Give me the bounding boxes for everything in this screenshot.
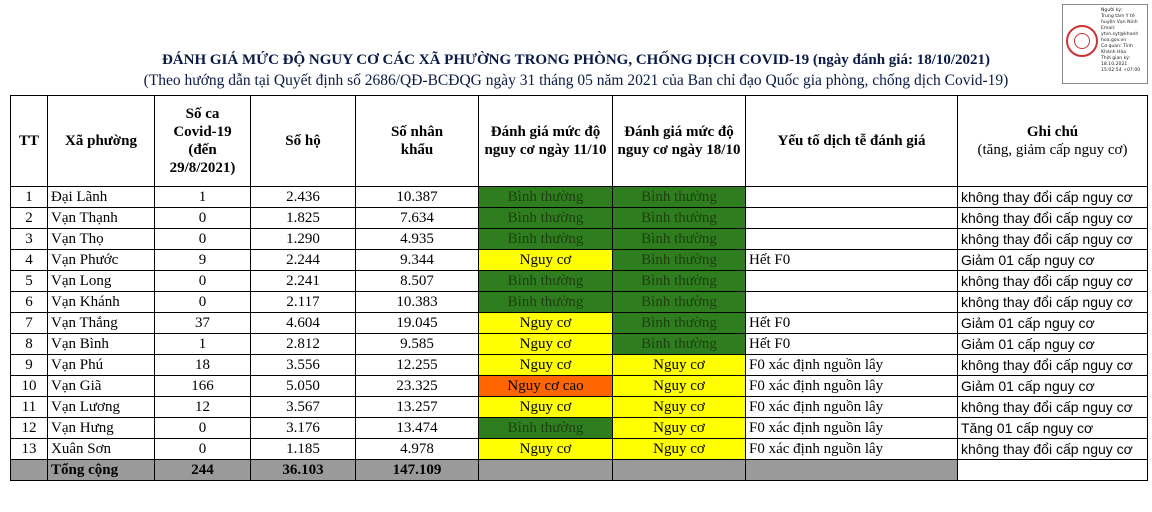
cell-risk-1810: Bình thường (613, 271, 746, 292)
cell-risk-1810: Bình thường (613, 187, 746, 208)
table-row (11, 418, 1148, 439)
cell-tt: 12 (11, 418, 48, 439)
cell-risk-1110: Nguy cơ (479, 355, 613, 376)
cell-tt: 7 (11, 313, 48, 334)
cell-households: 1.185 (251, 439, 356, 460)
cell-risk-1110: Nguy cơ (479, 397, 613, 418)
cell-factors (746, 271, 958, 292)
cell-tt: 6 (11, 292, 48, 313)
cell-note: Giảm 01 cấp nguy cơ (958, 334, 1148, 355)
cell-note: Giảm 01 cấp nguy cơ (958, 376, 1148, 397)
signature-line: Khánh Hòa (1101, 50, 1127, 55)
cell-risk-1110: Nguy cơ (479, 313, 613, 334)
cell-cases: 37 (155, 313, 251, 334)
cell-cases: 9 (155, 250, 251, 271)
cell-cases: 18 (155, 355, 251, 376)
cell-tt: 3 (11, 229, 48, 250)
cell-factors: Hết F0 (746, 334, 958, 355)
signature-line: hoa.gov.vn (1101, 38, 1127, 43)
cell-cases: 0 (155, 439, 251, 460)
cell-ward: Xuân Sơn (48, 439, 155, 460)
cell-tt: 11 (11, 397, 48, 418)
total-label: Tổng cộng (48, 460, 155, 481)
cell-factors (746, 292, 958, 313)
cell-factors (746, 229, 958, 250)
cell-households: 3.556 (251, 355, 356, 376)
cell-risk-1810: Bình thường (613, 250, 746, 271)
cell-population: 8.507 (356, 271, 479, 292)
signature-line: huyện Vạn Ninh (1101, 20, 1138, 25)
cell-population: 19.045 (356, 313, 479, 334)
cell-ward: Vạn Phước (48, 250, 155, 271)
cell-cases: 1 (155, 334, 251, 355)
cell-population: 10.383 (356, 292, 479, 313)
cell-households: 2.436 (251, 187, 356, 208)
cell-risk-1810: Nguy cơ (613, 376, 746, 397)
cell-population: 13.474 (356, 418, 479, 439)
cell-risk-1810: Bình thường (613, 334, 746, 355)
cell-risk-1110: Bình thường (479, 187, 613, 208)
cell-factors: Hết F0 (746, 250, 958, 271)
cell-note: không thay đổi cấp nguy cơ (958, 397, 1148, 418)
cell-population: 13.257 (356, 397, 479, 418)
header-risk-1810: Đánh giá mức độ nguy cơ ngày 18/10 (613, 96, 746, 187)
cell-households: 1.825 (251, 208, 356, 229)
cell-risk-1110: Bình thường (479, 229, 613, 250)
cell-cases: 0 (155, 292, 251, 313)
cell-ward: Vạn Hưng (48, 418, 155, 439)
cell-tt: 8 (11, 334, 48, 355)
cell-cases: 0 (155, 208, 251, 229)
header-ward: Xã phường (48, 96, 155, 187)
cell-note: không thay đổi cấp nguy cơ (958, 439, 1148, 460)
cell-ward: Vạn Khánh (48, 292, 155, 313)
cell-risk-1810: Bình thường (613, 208, 746, 229)
cell-tt: 13 (11, 439, 48, 460)
cell-cases: 0 (155, 271, 251, 292)
total-population: 147.109 (356, 460, 479, 481)
signature-line: 15:02:54 +07:00 (1101, 68, 1141, 73)
cell-households: 3.176 (251, 418, 356, 439)
cell-ward: Vạn Phú (48, 355, 155, 376)
cell-population: 9.585 (356, 334, 479, 355)
signature-line: Trung tâm Y tế (1101, 14, 1135, 19)
signature-line: Thời gian ký: (1101, 56, 1131, 61)
table-row (11, 208, 1148, 229)
cell-factors: F0 xác định nguồn lây (746, 418, 958, 439)
cell-note: không thay đổi cấp nguy cơ (958, 271, 1148, 292)
cell-ward: Vạn Bình (48, 334, 155, 355)
cell-note: không thay đổi cấp nguy cơ (958, 292, 1148, 313)
cell-cases: 0 (155, 229, 251, 250)
cell-risk-1810: Nguy cơ (613, 418, 746, 439)
cell-note: Giảm 01 cấp nguy cơ (958, 313, 1148, 334)
cell-tt: 1 (11, 187, 48, 208)
cell-ward: Vạn Thọ (48, 229, 155, 250)
header-note (958, 96, 1148, 187)
cell-risk-1810: Nguy cơ (613, 397, 746, 418)
header-risk-1110: Đánh giá mức độ nguy cơ ngày 11/10 (479, 96, 613, 187)
cell-ward: Vạn Thạnh (48, 208, 155, 229)
table-row (11, 250, 1148, 271)
cell-households: 2.812 (251, 334, 356, 355)
cell-ward: Đại Lãnh (48, 187, 155, 208)
total-risk-1810 (613, 460, 746, 481)
page-subtitle: (Theo hướng dẫn tại Quyết định số 2686/QĐ-BCĐQG ngày 31 tháng 05 năm 2021 của Ban chỉ đạo Quốc gia phòng, chống dịch Covid-19) (143, 72, 1009, 89)
table-row (11, 355, 1148, 376)
table-row (11, 229, 1148, 250)
cell-households: 3.567 (251, 397, 356, 418)
cell-note: Giảm 01 cấp nguy cơ (958, 250, 1148, 271)
cell-tt: 9 (11, 355, 48, 376)
signature-line: 18.10.2021 (1101, 62, 1128, 67)
table-row (11, 334, 1148, 355)
cell-note: không thay đổi cấp nguy cơ (958, 208, 1148, 229)
header-households: Số hộ (251, 96, 356, 187)
cell-ward: Vạn Giã (48, 376, 155, 397)
cell-factors: F0 xác định nguồn lây (746, 355, 958, 376)
cell-risk-1110: Nguy cơ (479, 439, 613, 460)
page-title: ĐÁNH GIÁ MỨC ĐỘ NGUY CƠ CÁC XÃ PHƯỜNG TRONG PHÒNG, CHỐNG DỊCH COVID-19 (ngày đánh giá: 18/10/2021) (161, 52, 991, 68)
total-cases: 244 (155, 460, 251, 481)
total-risk-1110 (479, 460, 613, 481)
header-note-label: Ghi chú (1026, 124, 1079, 140)
total-note (958, 460, 1148, 481)
cell-households: 2.117 (251, 292, 356, 313)
header-tt: TT (11, 96, 48, 187)
cell-risk-1110: Nguy cơ (479, 250, 613, 271)
cell-tt: 4 (11, 250, 48, 271)
cell-population: 23.325 (356, 376, 479, 397)
table-row (11, 397, 1148, 418)
cell-households: 2.241 (251, 271, 356, 292)
cell-risk-1810: Nguy cơ (613, 439, 746, 460)
cell-factors: Hết F0 (746, 313, 958, 334)
cell-households: 2.244 (251, 250, 356, 271)
signature-line: Cơ quan: Tỉnh (1101, 44, 1133, 49)
table-row (11, 439, 1148, 460)
cell-cases: 166 (155, 376, 251, 397)
cell-cases: 0 (155, 418, 251, 439)
cell-ward: Vạn Thắng (48, 313, 155, 334)
table-header-row (11, 96, 1148, 187)
cell-population: 4.978 (356, 439, 479, 460)
cell-factors (746, 187, 958, 208)
table-row (11, 313, 1148, 334)
total-households: 36.103 (251, 460, 356, 481)
cell-population: 9.344 (356, 250, 479, 271)
cell-tt: 10 (11, 376, 48, 397)
cell-factors: F0 xác định nguồn lây (746, 397, 958, 418)
header-cases: Số ca Covid-19 (đến 29/8/2021) (155, 96, 251, 187)
cell-risk-1810: Bình thường (613, 292, 746, 313)
cell-households: 1.290 (251, 229, 356, 250)
cell-risk-1110: Nguy cơ (479, 334, 613, 355)
cell-risk-1810: Nguy cơ (613, 355, 746, 376)
cell-note: không thay đổi cấp nguy cơ (958, 187, 1148, 208)
risk-assessment-table (10, 95, 1148, 481)
cell-note: không thay đổi cấp nguy cơ (958, 229, 1148, 250)
total-factors (746, 460, 958, 481)
cell-population: 4.935 (356, 229, 479, 250)
signature-line: Người ký: (1101, 8, 1123, 13)
table-row (11, 292, 1148, 313)
cell-tt: 5 (11, 271, 48, 292)
cell-factors: F0 xác định nguồn lây (746, 376, 958, 397)
cell-note: Tăng 01 cấp nguy cơ (958, 418, 1148, 439)
cell-note: không thay đổi cấp nguy cơ (958, 355, 1148, 376)
cell-population: 7.634 (356, 208, 479, 229)
cell-factors (746, 208, 958, 229)
cell-risk-1110: Bình thường (479, 271, 613, 292)
table-row (11, 187, 1148, 208)
header-factors: Yếu tố dịch tễ đánh giá (746, 96, 958, 187)
cell-risk-1110: Nguy cơ cao (479, 376, 613, 397)
table-row (11, 271, 1148, 292)
cell-risk-1810: Bình thường (613, 229, 746, 250)
table-row (11, 376, 1148, 397)
header-population: Số nhân khẩu (356, 96, 479, 187)
cell-households: 5.050 (251, 376, 356, 397)
cell-risk-1810: Bình thường (613, 313, 746, 334)
cell-tt: 2 (11, 208, 48, 229)
total-row (11, 460, 1148, 481)
cell-ward: Vạn Long (48, 271, 155, 292)
cell-risk-1110: Bình thường (479, 418, 613, 439)
header-note-sub: (tăng, giảm cấp nguy cơ) (977, 142, 1128, 158)
total-tt (11, 460, 48, 481)
cell-cases: 1 (155, 187, 251, 208)
cell-population: 10.387 (356, 187, 479, 208)
signature-line: Email: (1101, 26, 1116, 31)
cell-households: 4.604 (251, 313, 356, 334)
cell-population: 12.255 (356, 355, 479, 376)
cell-risk-1110: Bình thường (479, 292, 613, 313)
cell-risk-1110: Bình thường (479, 208, 613, 229)
cell-factors: F0 xác định nguồn lây (746, 439, 958, 460)
cell-ward: Vạn Lương (48, 397, 155, 418)
cell-cases: 12 (155, 397, 251, 418)
signature-line: ytvn.syt@khanh (1101, 32, 1139, 37)
